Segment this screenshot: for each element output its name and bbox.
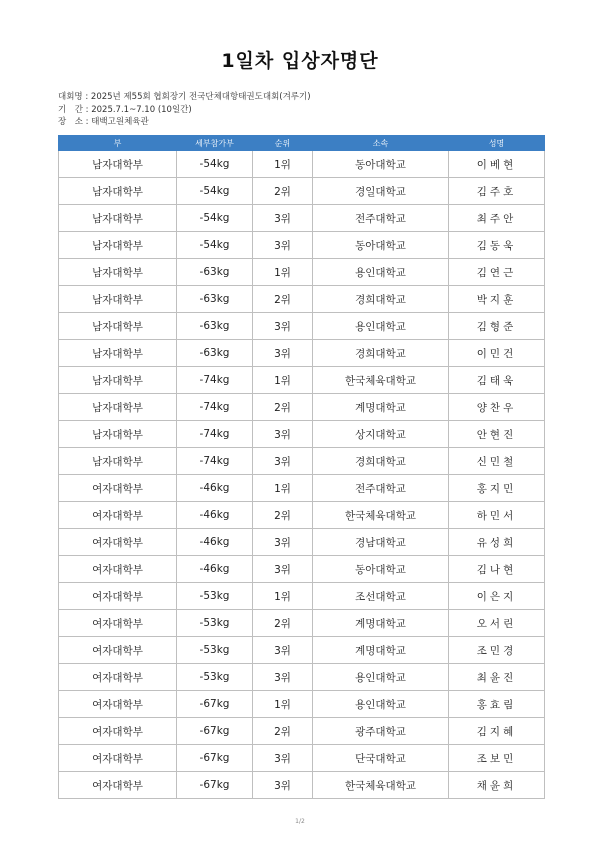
cell-division: 남자대학부 <box>59 178 177 205</box>
cell-name: 오서린 <box>449 610 545 637</box>
cell-rank: 2위 <box>253 394 313 421</box>
cell-name: 채윤희 <box>449 772 545 799</box>
table-row <box>59 475 545 502</box>
cell-affiliation: 상지대학교 <box>313 421 449 448</box>
cell-division: 여자대학부 <box>59 637 177 664</box>
header-name: 성명 <box>449 136 545 151</box>
table-row <box>59 394 545 421</box>
table-row <box>59 286 545 313</box>
header-rank: 순위 <box>253 136 313 151</box>
cell-division: 여자대학부 <box>59 664 177 691</box>
cell-division: 여자대학부 <box>59 529 177 556</box>
cell-affiliation: 경남대학교 <box>313 529 449 556</box>
cell-rank: 2위 <box>253 286 313 313</box>
cell-rank: 1위 <box>253 367 313 394</box>
cell-division: 남자대학부 <box>59 286 177 313</box>
table-row <box>59 718 545 745</box>
cell-name: 하민서 <box>449 502 545 529</box>
cell-name: 김동욱 <box>449 232 545 259</box>
cell-rank: 3위 <box>253 232 313 259</box>
table-row <box>59 502 545 529</box>
event-info <box>58 91 311 129</box>
cell-affiliation: 용인대학교 <box>313 691 449 718</box>
cell-division: 여자대학부 <box>59 502 177 529</box>
cell-affiliation: 용인대학교 <box>313 259 449 286</box>
info-value: 태백고원체육관 <box>91 117 149 127</box>
cell-affiliation: 광주대학교 <box>313 718 449 745</box>
cell-name: 최주안 <box>449 205 545 232</box>
info-label: 장 소 <box>58 117 83 127</box>
cell-affiliation: 한국체육대학교 <box>313 772 449 799</box>
cell-division: 남자대학부 <box>59 151 177 178</box>
table-row <box>59 610 545 637</box>
table-body <box>59 151 545 799</box>
cell-division: 여자대학부 <box>59 556 177 583</box>
table-row <box>59 205 545 232</box>
cell-rank: 1위 <box>253 691 313 718</box>
cell-name: 박지훈 <box>449 286 545 313</box>
cell-affiliation: 경희대학교 <box>313 340 449 367</box>
cell-affiliation: 계명대학교 <box>313 394 449 421</box>
cell-name: 조민경 <box>449 637 545 664</box>
cell-weight-class: -67kg <box>177 745 253 772</box>
cell-weight-class: -53kg <box>177 610 253 637</box>
table-row <box>59 691 545 718</box>
info-venue: 장 소 : 태백고원체육관 <box>58 117 149 127</box>
cell-rank: 2위 <box>253 718 313 745</box>
cell-division: 남자대학부 <box>59 448 177 475</box>
table-row <box>59 664 545 691</box>
cell-name: 유성희 <box>449 529 545 556</box>
cell-division: 여자대학부 <box>59 718 177 745</box>
table-row <box>59 151 545 178</box>
cell-division: 남자대학부 <box>59 232 177 259</box>
table-row <box>59 421 545 448</box>
cell-rank: 3위 <box>253 448 313 475</box>
cell-weight-class: -63kg <box>177 286 253 313</box>
cell-affiliation: 계명대학교 <box>313 610 449 637</box>
cell-name: 이은지 <box>449 583 545 610</box>
cell-rank: 3위 <box>253 340 313 367</box>
table-row <box>59 367 545 394</box>
cell-weight-class: -67kg <box>177 691 253 718</box>
table-row <box>59 637 545 664</box>
cell-affiliation: 전주대학교 <box>313 205 449 232</box>
cell-rank: 3위 <box>253 637 313 664</box>
cell-division: 남자대학부 <box>59 340 177 367</box>
header-weight-class: 세부참가부 <box>177 136 253 151</box>
cell-name: 김주호 <box>449 178 545 205</box>
info-period: 기 간 : 2025.7.1~7.10 (10일간) <box>58 104 192 115</box>
cell-rank: 3위 <box>253 745 313 772</box>
info-value: 2025.7.1~7.10 (10일간) <box>91 104 192 115</box>
cell-rank: 3위 <box>253 556 313 583</box>
cell-affiliation: 계명대학교 <box>313 637 449 664</box>
cell-weight-class: -46kg <box>177 502 253 529</box>
cell-division: 남자대학부 <box>59 205 177 232</box>
cell-name: 신민철 <box>449 448 545 475</box>
cell-division: 남자대학부 <box>59 367 177 394</box>
cell-rank: 2위 <box>253 178 313 205</box>
cell-division: 여자대학부 <box>59 745 177 772</box>
cell-rank: 3위 <box>253 772 313 799</box>
cell-name: 양찬우 <box>449 394 545 421</box>
table-header-row <box>59 136 545 151</box>
cell-affiliation: 동아대학교 <box>313 232 449 259</box>
cell-affiliation: 조선대학교 <box>313 583 449 610</box>
cell-name: 김태욱 <box>449 367 545 394</box>
cell-affiliation: 한국체육대학교 <box>313 367 449 394</box>
cell-rank: 3위 <box>253 529 313 556</box>
cell-weight-class: -63kg <box>177 259 253 286</box>
cell-affiliation: 경일대학교 <box>313 178 449 205</box>
table-row <box>59 178 545 205</box>
cell-weight-class: -63kg <box>177 340 253 367</box>
cell-affiliation: 전주대학교 <box>313 475 449 502</box>
cell-name: 이베현 <box>449 151 545 178</box>
cell-weight-class: -67kg <box>177 772 253 799</box>
cell-weight-class: -74kg <box>177 367 253 394</box>
cell-name: 안현진 <box>449 421 545 448</box>
cell-division: 여자대학부 <box>59 772 177 799</box>
document-title: 1일차 입상자명단 <box>221 50 379 72</box>
cell-rank: 3위 <box>253 313 313 340</box>
table-row <box>59 313 545 340</box>
cell-division: 남자대학부 <box>59 421 177 448</box>
cell-rank: 2위 <box>253 502 313 529</box>
cell-division: 여자대학부 <box>59 475 177 502</box>
cell-weight-class: -67kg <box>177 718 253 745</box>
header-affiliation: 소속 <box>313 136 449 151</box>
table-row <box>59 340 545 367</box>
header-division: 부 <box>59 136 177 151</box>
cell-affiliation: 동아대학교 <box>313 151 449 178</box>
table-row <box>59 772 545 799</box>
page-number: 1/2 <box>295 818 305 825</box>
cell-rank: 1위 <box>253 151 313 178</box>
cell-rank: 3위 <box>253 421 313 448</box>
cell-weight-class: -74kg <box>177 394 253 421</box>
cell-division: 여자대학부 <box>59 583 177 610</box>
info-label: 대회명 <box>58 92 83 102</box>
cell-name: 이민건 <box>449 340 545 367</box>
table-row <box>59 259 545 286</box>
table-row <box>59 556 545 583</box>
cell-affiliation: 용인대학교 <box>313 664 449 691</box>
cell-division: 남자대학부 <box>59 313 177 340</box>
cell-name: 김나현 <box>449 556 545 583</box>
cell-name: 최윤진 <box>449 664 545 691</box>
cell-weight-class: -53kg <box>177 637 253 664</box>
info-event-name: 대회명 : 2025년 제55회 협회장기 전국단체대항태권도대회(겨루기) <box>58 92 311 102</box>
cell-affiliation: 경희대학교 <box>313 286 449 313</box>
info-label: 기 간 <box>58 104 83 115</box>
cell-rank: 3위 <box>253 205 313 232</box>
table-row <box>59 745 545 772</box>
cell-weight-class: -54kg <box>177 151 253 178</box>
cell-weight-class: -46kg <box>177 556 253 583</box>
cell-name: 김연근 <box>449 259 545 286</box>
cell-weight-class: -46kg <box>177 529 253 556</box>
cell-name: 김지혜 <box>449 718 545 745</box>
cell-name: 김형준 <box>449 313 545 340</box>
cell-weight-class: -63kg <box>177 313 253 340</box>
cell-weight-class: -46kg <box>177 475 253 502</box>
cell-name: 홍효림 <box>449 691 545 718</box>
cell-weight-class: -53kg <box>177 583 253 610</box>
cell-affiliation: 경희대학교 <box>313 448 449 475</box>
cell-weight-class: -53kg <box>177 664 253 691</box>
cell-division: 여자대학부 <box>59 610 177 637</box>
cell-affiliation: 한국체육대학교 <box>313 502 449 529</box>
cell-weight-class: -54kg <box>177 178 253 205</box>
table-row <box>59 583 545 610</box>
cell-affiliation: 단국대학교 <box>313 745 449 772</box>
cell-rank: 2위 <box>253 610 313 637</box>
cell-rank: 1위 <box>253 475 313 502</box>
cell-weight-class: -54kg <box>177 205 253 232</box>
cell-name: 홍지민 <box>449 475 545 502</box>
cell-division: 남자대학부 <box>59 259 177 286</box>
table-row <box>59 529 545 556</box>
cell-affiliation: 동아대학교 <box>313 556 449 583</box>
cell-affiliation: 용인대학교 <box>313 313 449 340</box>
cell-rank: 1위 <box>253 583 313 610</box>
info-value: 2025년 제55회 협회장기 전국단체대항태권도대회(겨루기) <box>90 92 311 102</box>
results-table <box>58 135 545 799</box>
cell-rank: 3위 <box>253 664 313 691</box>
cell-division: 남자대학부 <box>59 394 177 421</box>
cell-weight-class: -54kg <box>177 232 253 259</box>
table-row <box>59 232 545 259</box>
cell-weight-class: -74kg <box>177 421 253 448</box>
table-row <box>59 448 545 475</box>
cell-division: 여자대학부 <box>59 691 177 718</box>
cell-weight-class: -74kg <box>177 448 253 475</box>
cell-name: 조보민 <box>449 745 545 772</box>
cell-rank: 1위 <box>253 259 313 286</box>
